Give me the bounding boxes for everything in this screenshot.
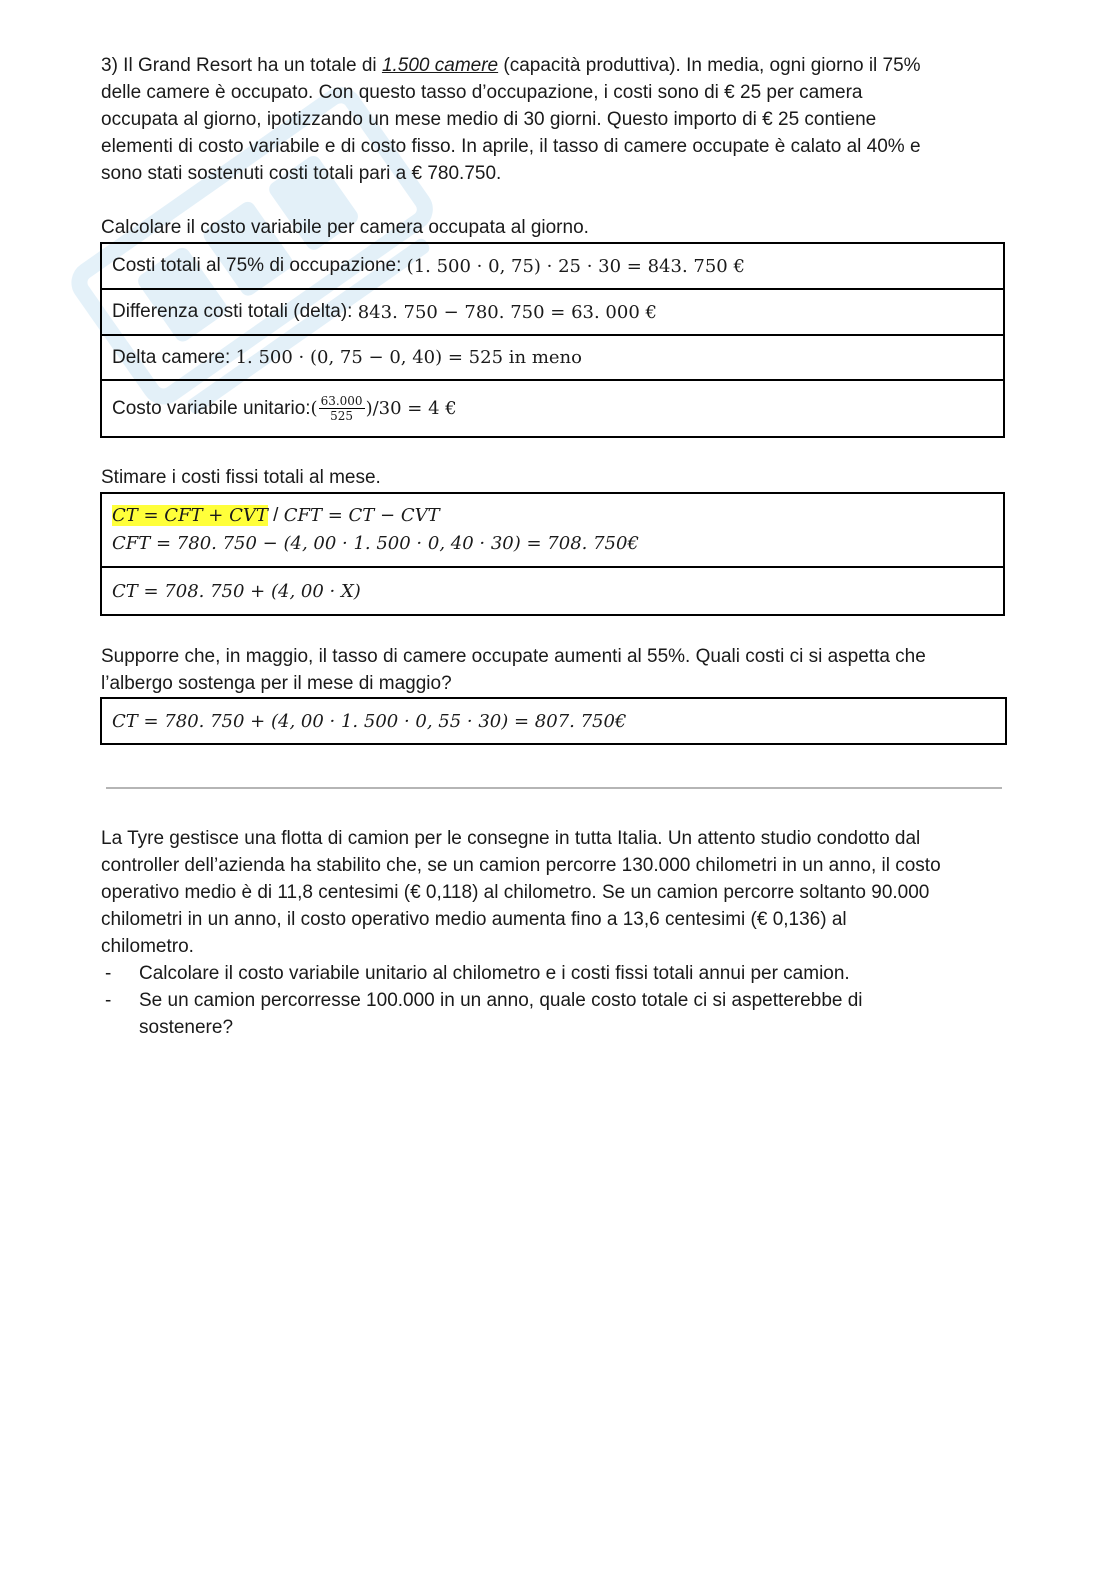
bullet-dash: - (105, 990, 112, 1011)
list-item-line: sostenere? (139, 1017, 234, 1038)
intro-text: occupata al giorno, ipotizzando un mese medio di 30 giorni. Questo importo di € 25 contiene (101, 109, 877, 130)
intro-text: elementi di costo variabile e di costo fisso. In aprile, il tasso di camere occupate è calato al 40% e (101, 136, 921, 157)
row-label: Differenza costi totali (delta): (112, 301, 353, 322)
list-item (101, 987, 1001, 1041)
bullet-dash: - (105, 963, 112, 984)
row-formula: (1. 500 · 0, 75) · 25 · 30 = 843. 750 € (406, 255, 745, 277)
separator: / (267, 505, 284, 526)
row-formula: CT = 780. 750 + (4, 00 · 1. 500 · 0, 55 · 30) = 807. 750€ (112, 710, 627, 732)
question-1: Calcolare il costo variabile per camera occupata al giorno. (101, 217, 589, 238)
table-row (102, 290, 1003, 336)
question-text: l’albergo sostenga per il mese di maggio? (101, 673, 452, 694)
problem3-intro (101, 52, 1006, 187)
row-label: Delta camere: (112, 346, 231, 368)
intro-text: controller dell’azienda ha stabilito che, se un camion percorre 130.000 chilometri in un anno, il costo (101, 855, 941, 876)
intro-text: chilometri in un anno, il costo operativo medio aumenta fino a 13,6 centesimi (€ 0,136) al (101, 909, 847, 930)
answer-table-2 (100, 492, 1005, 616)
intro-camere: 1.500 camere (381, 55, 499, 76)
intro-text: 3) Il Grand Resort ha un totale di (101, 55, 382, 76)
fraction (319, 394, 365, 423)
table-row (102, 244, 1003, 290)
fraction-denominator: 525 (330, 409, 354, 423)
table-row (102, 699, 1005, 743)
problem4-intro (101, 825, 1006, 960)
row-formula: CT = 708. 750 + (4, 00 · X) (112, 580, 361, 602)
section-divider (106, 787, 1002, 789)
row-formula: 843. 750 − 780. 750 = 63. 000 € (357, 301, 657, 323)
intro-text: chilometro. (101, 936, 194, 957)
fraction-numerator: 63.000 (320, 394, 363, 408)
row-formula: CFT = CT − CVT (283, 505, 440, 526)
intro-text: operativo medio è di 11,8 centesimi (€ 0,118) al chilometro. Se un camion percorre soltanto 90.000 (101, 882, 930, 903)
list-item-text (139, 987, 959, 1041)
row-label: Costo variabile unitario: (112, 397, 311, 419)
intro-text: La Tyre gestisce una flotta di camion per le consegne in tutta Italia. Un attento studio condotto dal (101, 828, 921, 849)
row-formula: )/30 = 4 € (365, 398, 457, 419)
question-3 (101, 643, 1006, 697)
table-row (102, 381, 1003, 436)
table-row (102, 336, 1003, 381)
question-2: Stimare i costi fissi totali al mese. (101, 467, 381, 488)
list-item-text: Calcolare il costo variabile unitario al chilometro e i costi fissi totali annui per camion. (139, 963, 850, 984)
intro-text: delle camere è occupato. Con questo tasso d’occupazione, i costi sono di € 25 per camera (101, 82, 863, 103)
intro-text: sono stati sostenuti costi totali pari a € 780.750. (101, 163, 502, 184)
row-label: Costi totali al 75% di occupazione: (112, 255, 402, 276)
list-item (101, 960, 1001, 987)
table-row (102, 494, 1003, 568)
row-formula-open: ( (310, 398, 318, 419)
table-row (102, 568, 1003, 614)
row-formula: 1. 500 · (0, 75 − 0, 40) = 525 in meno (235, 347, 582, 368)
formula-line (112, 502, 440, 530)
row-formula: CFT = 780. 750 − (4, 00 · 1. 500 · 0, 40 · 30) = 708. 750€ (112, 533, 639, 554)
question-text: Supporre che, in maggio, il tasso di camere occupate aumenti al 55%. Quali costi ci si aspetta che (101, 646, 926, 667)
highlighted-formula: CT = CFT + CVT (112, 505, 268, 526)
answer-table-3 (100, 697, 1007, 745)
list-item-line: Se un camion percorresse 100.000 in un anno, quale costo totale ci si aspetterebbe di (139, 990, 863, 1011)
intro-text: (capacità produttiva). In media, ogni giorno il 75% (498, 55, 921, 76)
answer-table-1 (100, 242, 1005, 438)
